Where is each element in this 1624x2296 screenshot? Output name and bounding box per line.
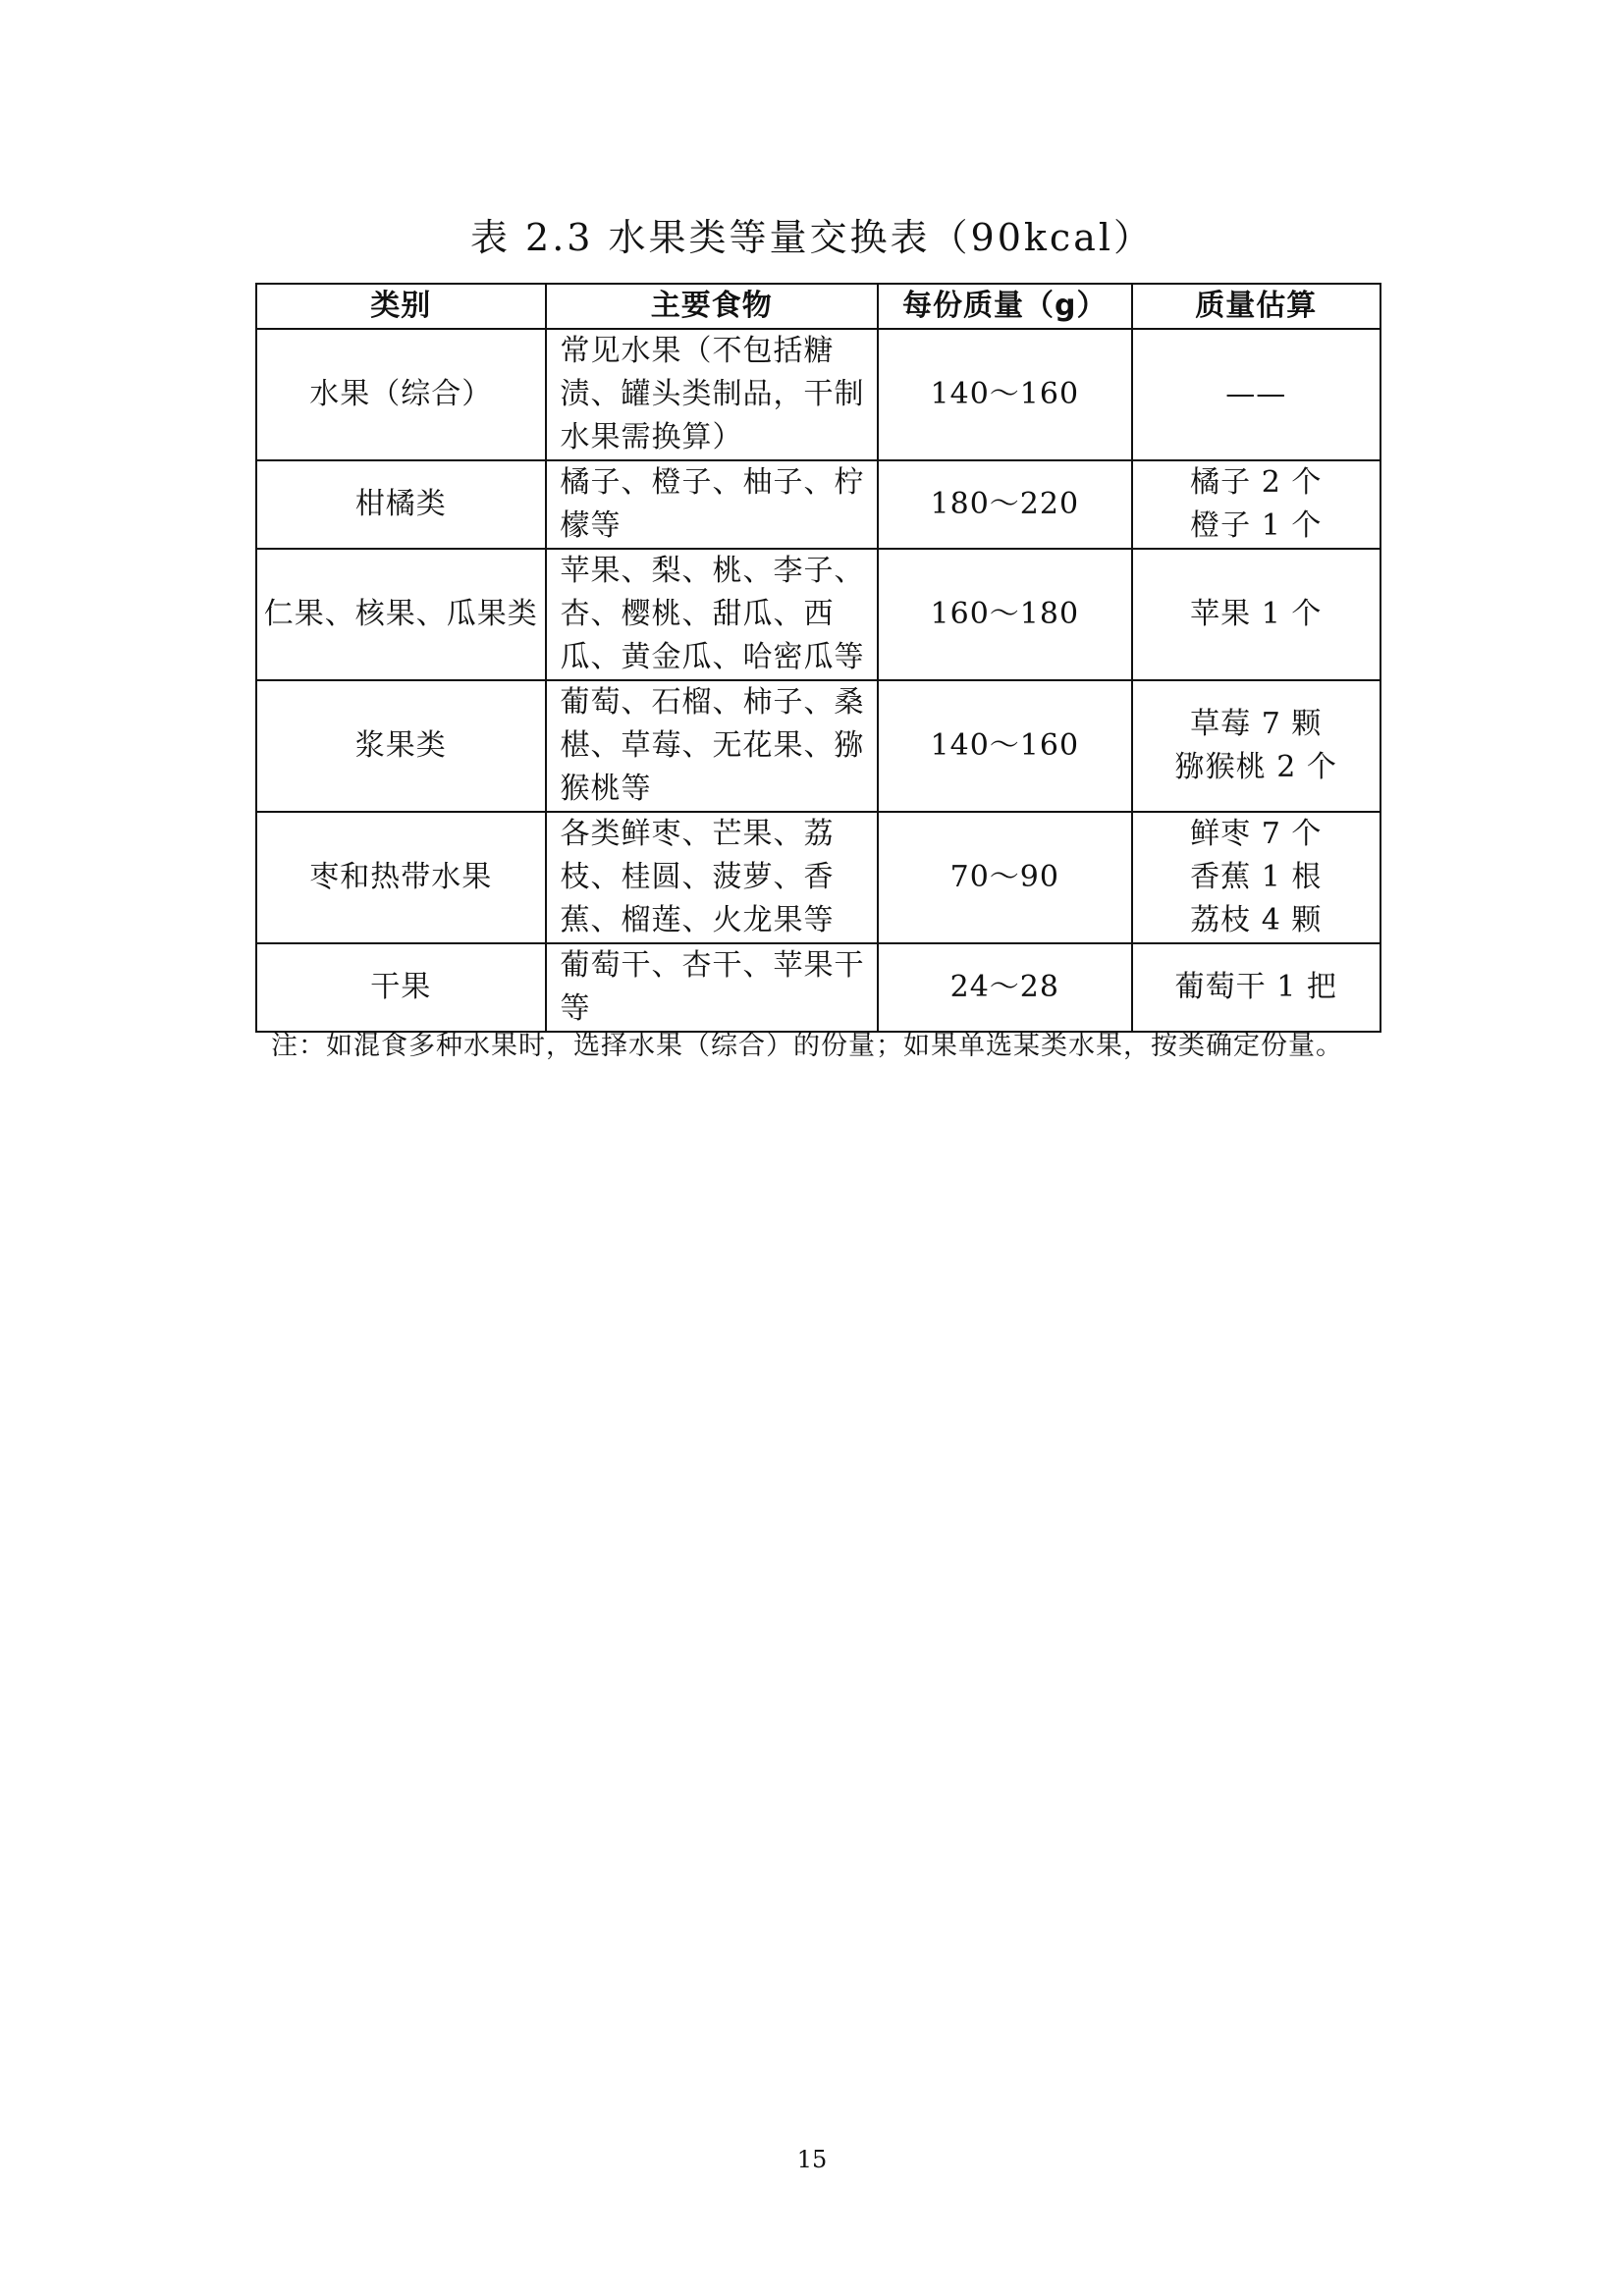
header-foods: 主要食物 [546,284,879,329]
cell-weight: 140～160 [878,329,1131,460]
cell-category: 干果 [256,943,546,1032]
estimate-line: 猕猴桃 2 个 [1174,750,1337,784]
table-row [256,943,1380,1032]
estimate-line: 苹果 1 个 [1190,597,1323,631]
estimate-line: 鲜枣 7 个 [1190,817,1323,851]
cell-category: 枣和热带水果 [256,812,546,943]
cell-estimate [1132,549,1380,680]
header-category: 类别 [256,284,546,329]
cell-weight: 180～220 [878,460,1131,549]
estimate-line: —— [1225,377,1287,411]
estimate-line: 橘子 2 个 [1190,465,1323,500]
header-estimate: 质量估算 [1132,284,1380,329]
estimate-line: 葡萄干 1 把 [1174,970,1337,1004]
cell-weight: 24～28 [878,943,1131,1032]
table-row [256,812,1380,943]
table-row [256,549,1380,680]
table-row [256,329,1380,460]
cell-weight: 140～160 [878,680,1131,812]
cell-category: 仁果、核果、瓜果类 [256,549,546,680]
estimate-line: 荔枝 4 颗 [1190,903,1323,937]
cell-category: 水果（综合） [256,329,546,460]
estimate-line: 香蕉 1 根 [1190,860,1323,894]
header-weight: 每份质量（g） [878,284,1131,329]
cell-foods: 葡萄、石榴、柿子、桑椹、草莓、无花果、猕猴桃等 [546,680,879,812]
fruit-exchange-table [255,283,1381,1033]
cell-foods: 橘子、橙子、柚子、柠檬等 [546,460,879,549]
cell-foods: 葡萄干、杏干、苹果干等 [546,943,879,1032]
cell-estimate [1132,329,1380,460]
cell-estimate [1132,812,1380,943]
cell-estimate [1132,943,1380,1032]
estimate-line: 橙子 1 个 [1190,508,1323,543]
cell-foods: 苹果、梨、桃、李子、杏、樱桃、甜瓜、西瓜、黄金瓜、哈密瓜等 [546,549,879,680]
page-number: 15 [796,2146,828,2173]
cell-weight: 160～180 [878,549,1131,680]
cell-category: 浆果类 [256,680,546,812]
table-header-row [256,284,1380,329]
cell-estimate [1132,460,1380,549]
estimate-line: 草莓 7 颗 [1190,707,1323,741]
cell-weight: 70～90 [878,812,1131,943]
table-note: 注：如混食多种水果时，选择水果（综合）的份量；如果单选某类水果，按类确定份量。 [271,1031,1343,1061]
table-row [256,460,1380,549]
cell-foods: 各类鲜枣、芒果、荔枝、桂圆、菠萝、香蕉、榴莲、火龙果等 [546,812,879,943]
table-row [256,680,1380,812]
cell-category: 柑橘类 [256,460,546,549]
cell-estimate [1132,680,1380,812]
cell-foods: 常见水果（不包括糖渍、罐头类制品，干制水果需换算） [546,329,879,460]
table-title: 表 2.3 水果类等量交换表（90kcal） [469,216,1155,259]
